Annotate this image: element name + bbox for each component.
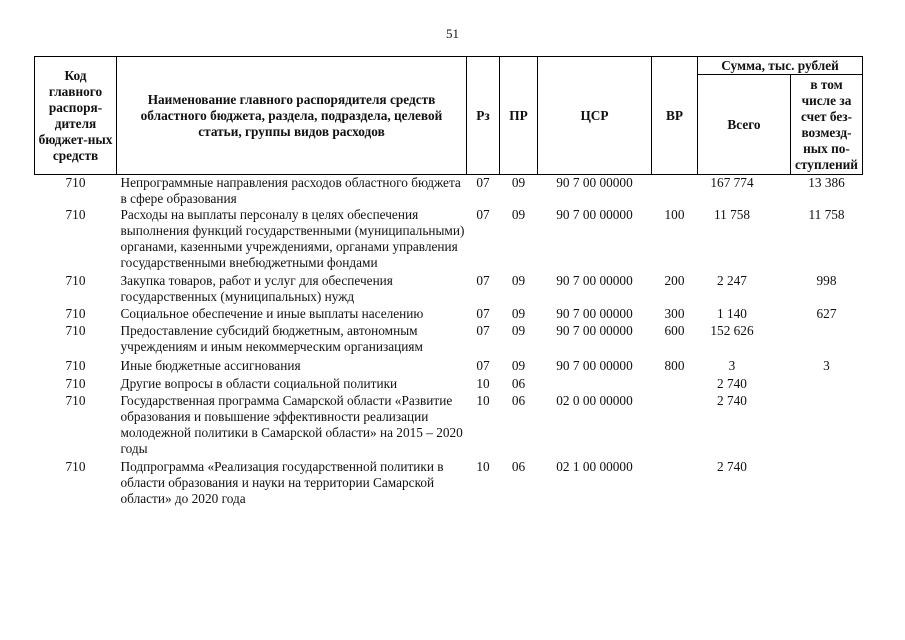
header-total: Всего [698, 75, 791, 175]
cell-pr: 09 [511, 323, 526, 338]
cell-total: 2 740 [717, 393, 747, 408]
header-name: Наименование главного распорядителя средств областного бюджета, раздела, подраздела, целевой статьи, группы видов расходов [117, 57, 467, 175]
cell-incl [791, 323, 863, 358]
cell-pr: 09 [511, 207, 526, 222]
cell-incl [791, 459, 863, 510]
cell-total: 11 758 [713, 207, 751, 222]
header-rz: Рз [467, 57, 500, 175]
cell-total: 2 247 [717, 273, 747, 288]
table-row [35, 376, 863, 393]
header-sum-group: Сумма, тыс. рублей [698, 57, 863, 75]
cell-name: Государственная программа Самарской области «Развитие образования и повышение эффективности реализации молодежной политики в Самарской области» на 2015 – 2020 годы [120, 393, 463, 456]
table-body [35, 175, 863, 511]
cell-code: 710 [65, 358, 86, 373]
cell-code: 710 [65, 207, 86, 222]
table-row [35, 207, 863, 273]
cell-name: Непрограммные направления расходов областного бюджета в сфере образования [120, 175, 461, 206]
cell-name: Иные бюджетные ассигнования [120, 358, 301, 373]
cell-code: 710 [65, 306, 86, 321]
cell-rz: 07 [476, 273, 490, 288]
cell-vr [652, 459, 698, 510]
cell-total: 167 774 [710, 175, 754, 190]
table-row [35, 306, 863, 323]
table-row [35, 323, 863, 358]
cell-pr: 06 [511, 376, 526, 391]
cell-total: 1 140 [717, 306, 747, 321]
cell-vr: 600 [664, 323, 685, 338]
cell-name: Подпрограмма «Реализация государственной политики в области образования и науки на территории Самарской области» до 2020 года [120, 459, 444, 506]
header-vr: ВР [652, 57, 698, 175]
cell-incl: 3 [823, 358, 830, 373]
cell-csr: 90 7 00 00000 [556, 273, 633, 288]
cell-name: Социальное обеспечение и иные выплаты населению [120, 306, 424, 321]
cell-code: 710 [65, 273, 86, 288]
cell-total: 2 740 [717, 376, 747, 391]
cell-incl: 627 [816, 306, 837, 321]
header-code: Код главного распоря-дителя бюджет-ных средств [35, 57, 117, 175]
cell-rz: 07 [476, 358, 490, 373]
cell-vr: 800 [664, 358, 685, 373]
table-row [35, 175, 863, 208]
cell-rz: 10 [476, 376, 490, 391]
cell-rz: 10 [476, 459, 490, 474]
cell-name: Расходы на выплаты персоналу в целях обеспечения выполнения функций государственными (муниципальными) органами, казенными учреждениями, органами управления государственными внебюджетными фондами [120, 207, 465, 270]
header-pr: ПР [500, 57, 538, 175]
cell-rz: 07 [476, 175, 490, 190]
cell-csr: 90 7 00 00000 [556, 358, 633, 373]
cell-name: Закупка товаров, работ и услуг для обеспечения государственных (муниципальных) нужд [120, 273, 393, 304]
cell-csr: 90 7 00 00000 [556, 323, 633, 338]
cell-total: 152 626 [710, 323, 754, 338]
cell-code: 710 [65, 323, 86, 338]
page-number: 51 [446, 26, 459, 41]
cell-csr: 90 7 00 00000 [556, 175, 633, 190]
cell-vr: 300 [664, 306, 685, 321]
table-row [35, 358, 863, 376]
cell-csr: 90 7 00 00000 [556, 306, 633, 321]
table-row [35, 459, 863, 510]
cell-vr: 200 [664, 273, 685, 288]
cell-rz: 07 [476, 306, 490, 321]
cell-pr: 06 [511, 393, 526, 408]
header-csr: ЦСР [538, 57, 652, 175]
cell-code: 710 [65, 175, 86, 190]
cell-incl [791, 376, 863, 393]
cell-code: 710 [65, 376, 86, 391]
table-row [35, 273, 863, 306]
cell-total: 2 740 [717, 459, 747, 474]
cell-vr [652, 376, 698, 393]
cell-incl [791, 393, 863, 459]
cell-incl: 998 [816, 273, 837, 288]
cell-pr: 09 [511, 358, 526, 373]
cell-incl: 13 386 [808, 175, 845, 190]
cell-csr: 90 7 00 00000 [556, 207, 633, 222]
cell-code: 710 [65, 459, 86, 474]
cell-pr: 09 [511, 175, 526, 190]
cell-pr: 09 [511, 273, 526, 288]
cell-rz: 07 [476, 323, 490, 338]
cell-vr: 100 [664, 207, 685, 222]
cell-name: Предоставление субсидий бюджетным, автономным учреждениям и иным некоммерческим организациям [120, 323, 423, 354]
cell-vr [652, 175, 698, 208]
cell-code: 710 [65, 393, 86, 408]
cell-total: 3 [728, 358, 736, 373]
cell-pr: 06 [511, 459, 526, 474]
cell-pr: 09 [511, 306, 526, 321]
cell-incl: 11 758 [808, 207, 845, 222]
header-incl: в том числе за счет без-возмезд-ных по-ступлений [791, 75, 863, 175]
cell-csr: 02 0 00 00000 [556, 393, 633, 408]
cell-csr: 02 1 00 00000 [556, 459, 633, 474]
cell-rz: 07 [476, 207, 490, 222]
cell-vr [652, 393, 698, 459]
cell-name: Другие вопросы в области социальной политики [120, 376, 398, 391]
cell-rz: 10 [476, 393, 490, 408]
cell-csr [538, 376, 652, 393]
budget-table [34, 56, 863, 510]
table-header [35, 57, 863, 175]
table-row [35, 393, 863, 459]
